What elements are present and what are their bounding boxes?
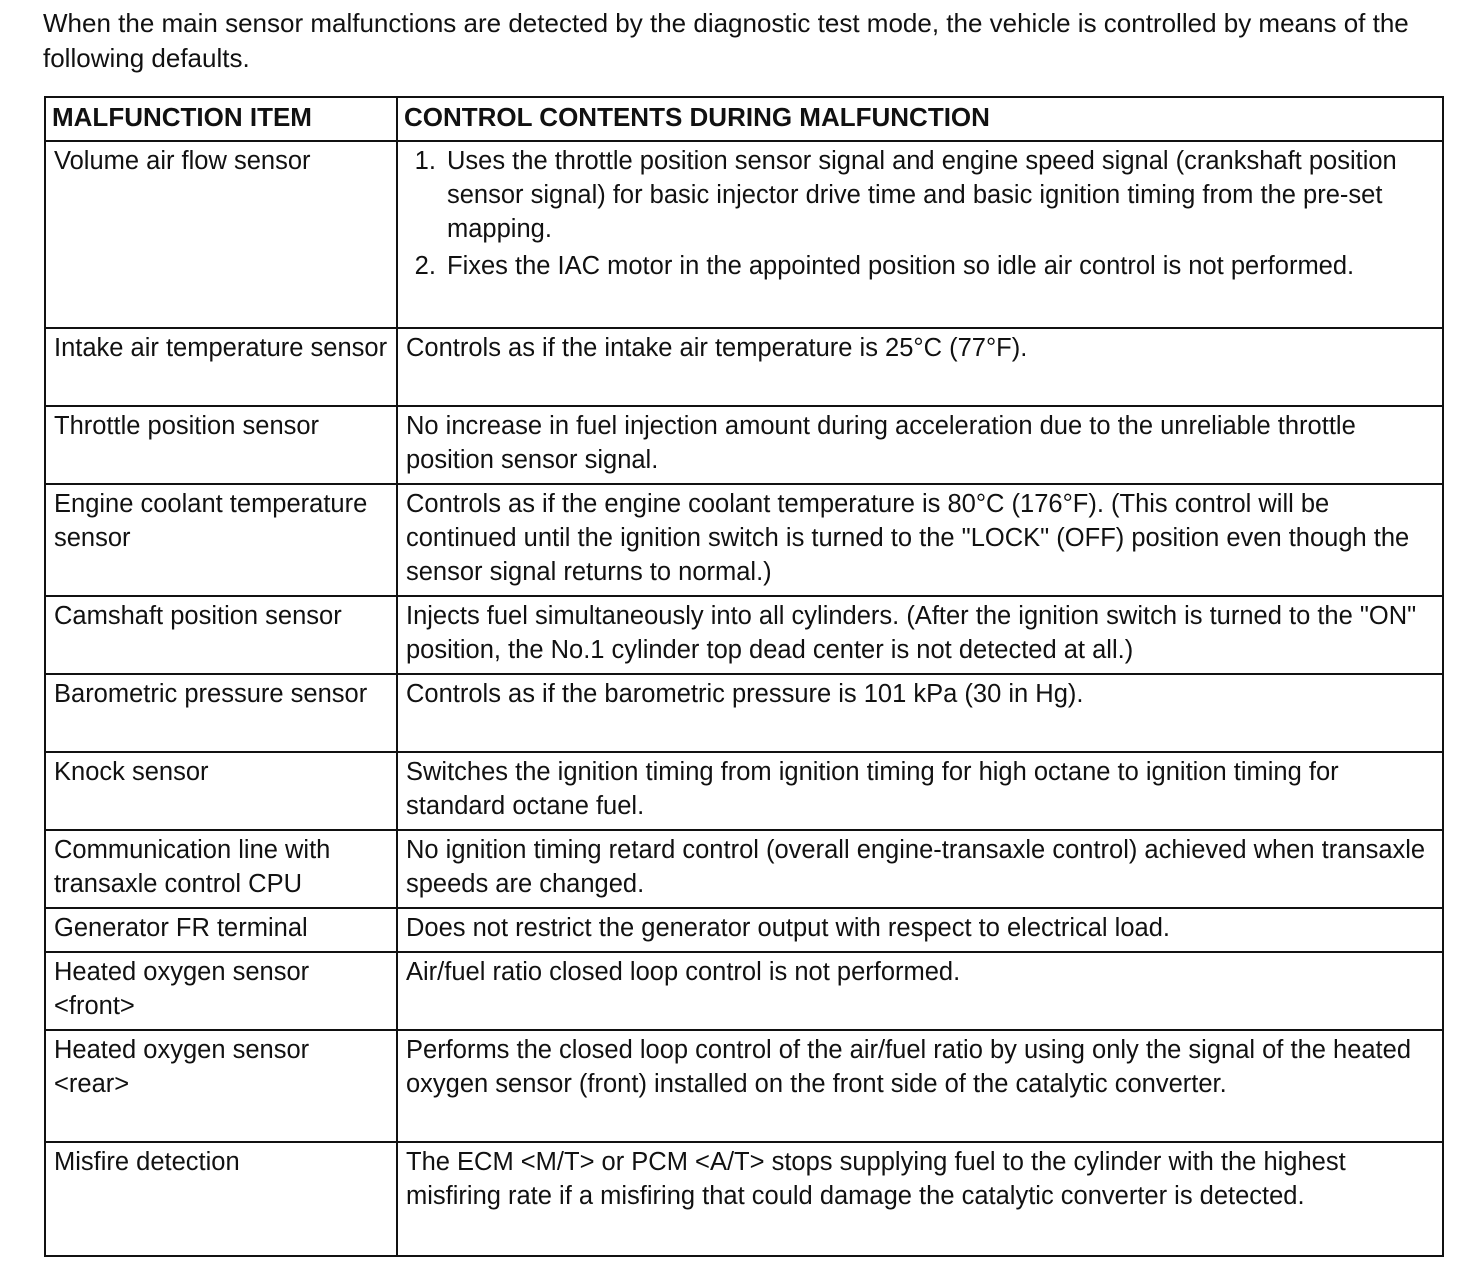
- control-contents: Does not restrict the generator output with respect to electrical load.: [397, 908, 1443, 952]
- control-steps-list: [406, 144, 1434, 283]
- malfunction-item: Throttle position sensor: [45, 406, 397, 484]
- control-contents: Injects fuel simultaneously into all cylinders. (After the ignition switch is turned to the "ON" position, the No.1 cylinder top dead center is not detected at all.): [397, 596, 1443, 674]
- control-contents: No increase in fuel injection amount during acceleration due to the unreliable throttle position sensor signal.: [397, 406, 1443, 484]
- control-contents: No ignition timing retard control (overall engine-transaxle control) achieved when transaxle speeds are changed.: [397, 830, 1443, 908]
- intro-paragraph: When the main sensor malfunctions are detected by the diagnostic test mode, the vehicle is controlled by means of the following defaults.: [43, 8, 1409, 73]
- malfunction-item: Camshaft position sensor: [45, 596, 397, 674]
- table-row: [45, 328, 1443, 406]
- malfunction-item: Generator FR terminal: [45, 908, 397, 952]
- malfunction-item: Heated oxygen sensor <rear>: [45, 1030, 397, 1142]
- control-contents: Performs the closed loop control of the air/fuel ratio by using only the signal of the heated oxygen sensor (front) installed on the front side of the catalytic converter.: [397, 1030, 1443, 1142]
- table-row: [45, 484, 1443, 596]
- table-row: [45, 406, 1443, 484]
- malfunction-item: Heated oxygen sensor <front>: [45, 952, 397, 1030]
- control-contents: [397, 141, 1443, 328]
- malfunction-item: Barometric pressure sensor: [45, 674, 397, 752]
- table-row: [45, 1142, 1443, 1256]
- malfunction-item: Communication line with transaxle control CPU: [45, 830, 397, 908]
- malfunction-item: Volume air flow sensor: [45, 141, 397, 328]
- malfunction-item: Misfire detection: [45, 1142, 397, 1256]
- fail-safe-defaults-table: [44, 96, 1444, 1257]
- malfunction-item: Knock sensor: [45, 752, 397, 830]
- table-row: [45, 952, 1443, 1030]
- table-row: [45, 1030, 1443, 1142]
- list-item: 2. Fixes the IAC motor in the appointed position so idle air control is not performed.: [443, 249, 1434, 283]
- malfunction-item: Engine coolant temperature sensor: [45, 484, 397, 596]
- control-contents: Controls as if the engine coolant temperature is 80°C (176°F). (This control will be continued until the ignition switch is turned to the "LOCK" (OFF) position even though the sensor signal returns to normal.): [397, 484, 1443, 596]
- control-contents: Controls as if the barometric pressure is 101 kPa (30 in Hg).: [397, 674, 1443, 752]
- table-row: [45, 908, 1443, 952]
- control-contents: Controls as if the intake air temperature is 25°C (77°F).: [397, 328, 1443, 406]
- table-header-row: [45, 97, 1443, 141]
- table-row: [45, 830, 1443, 908]
- table-row: [45, 752, 1443, 830]
- header-malfunction-item: MALFUNCTION ITEM: [45, 97, 397, 141]
- control-contents: Air/fuel ratio closed loop control is not performed.: [397, 952, 1443, 1030]
- table-row: [45, 674, 1443, 752]
- table-row: [45, 141, 1443, 328]
- control-contents: The ECM <M/T> or PCM <A/T> stops supplying fuel to the cylinder with the highest misfiring rate if a misfiring that could damage the catalytic converter is detected.: [397, 1142, 1443, 1256]
- list-item: 1. Uses the throttle position sensor signal and engine speed signal (crankshaft position sensor signal) for basic injector drive time and basic ignition timing from the pre-set mapping.: [443, 144, 1434, 246]
- malfunction-item: Intake air temperature sensor: [45, 328, 397, 406]
- table-row: [45, 596, 1443, 674]
- header-control-contents: CONTROL CONTENTS DURING MALFUNCTION: [397, 97, 1443, 141]
- control-contents: Switches the ignition timing from ignition timing for high octane to ignition timing for standard octane fuel.: [397, 752, 1443, 830]
